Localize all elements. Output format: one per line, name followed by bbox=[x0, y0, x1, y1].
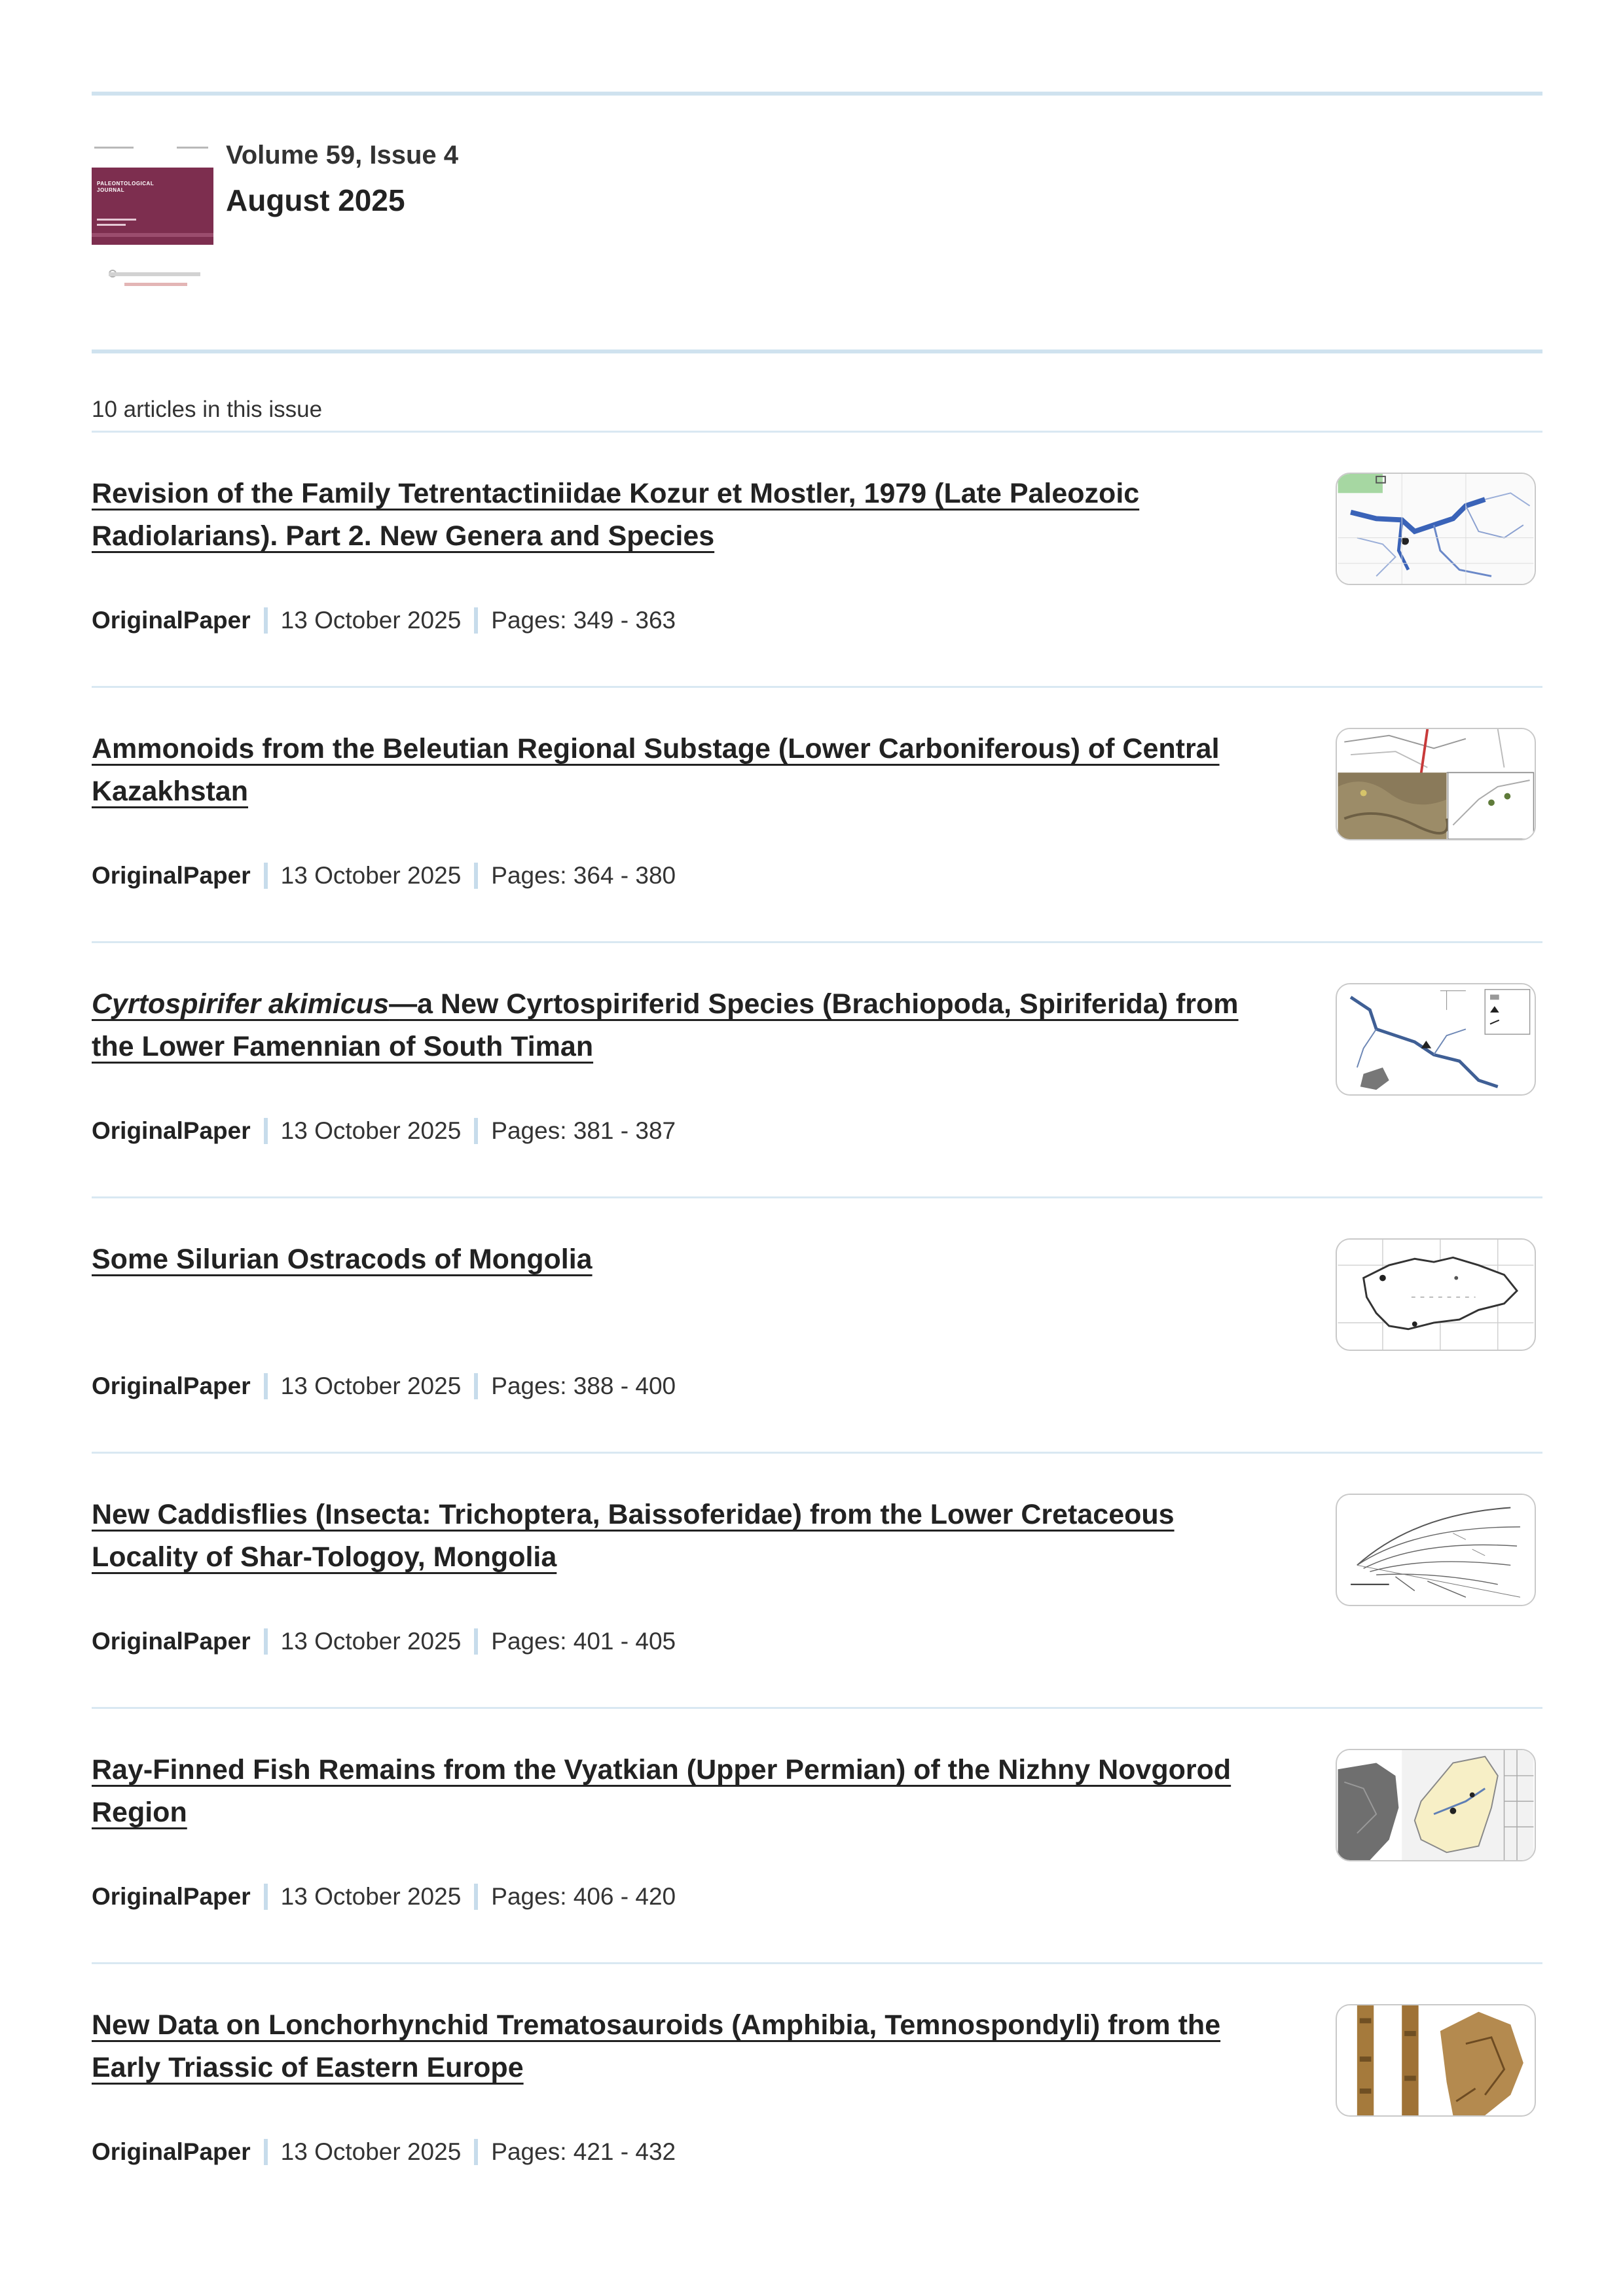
issue-date: August 2025 bbox=[226, 183, 405, 217]
article-date: 13 October 2025 bbox=[280, 1117, 462, 1144]
article-date: 13 October 2025 bbox=[280, 1628, 462, 1655]
article-date: 13 October 2025 bbox=[280, 1372, 462, 1399]
article-divider bbox=[92, 1196, 1542, 1198]
article-item bbox=[92, 473, 1542, 729]
locality-map-thumbnail[interactable] bbox=[1336, 983, 1536, 1096]
article-type: OriginalPaper bbox=[92, 1117, 251, 1144]
article-meta bbox=[92, 1623, 676, 1660]
article-title-link[interactable]: New Data on Lonchorhynchid Trematosauroids (Amphibia, Temnospondyli) from the Early Triassic of Eastern Europe bbox=[92, 2009, 1221, 2083]
article-item bbox=[92, 2004, 1542, 2261]
meta-divider bbox=[264, 1628, 268, 1655]
article-pages: Pages: 421 - 432 bbox=[491, 2138, 676, 2165]
article-pages: Pages: 349 - 363 bbox=[491, 607, 676, 634]
article-title-link[interactable]: Revision of the Family Tetrentactiniidae Kozur et Mostler, 1979 (Late Paleozoic Radiolarians). Part 2. New Genera and Species bbox=[92, 478, 1140, 552]
cover-journal-name-line2: JOURNAL bbox=[97, 187, 125, 193]
region-map-thumbnail[interactable] bbox=[1336, 1749, 1536, 1861]
article-date: 13 October 2025 bbox=[280, 1883, 462, 1910]
meta-divider bbox=[474, 1373, 478, 1399]
meta-divider bbox=[474, 863, 478, 889]
article-title-link[interactable]: Ray-Finned Fish Remains from the Vyatkian (Upper Permian) of the Nizhny Novgorod Region bbox=[92, 1754, 1231, 1828]
article-item bbox=[92, 1238, 1542, 1495]
article-pages: Pages: 388 - 400 bbox=[491, 1372, 676, 1399]
meta-divider bbox=[474, 607, 478, 634]
meta-divider bbox=[474, 2139, 478, 2165]
meta-divider bbox=[264, 863, 268, 889]
article-meta bbox=[92, 1113, 676, 1149]
article-count: 10 articles in this issue bbox=[92, 397, 323, 422]
article-date: 13 October 2025 bbox=[280, 862, 462, 889]
volume-issue-label: Volume 59, Issue 4 bbox=[226, 141, 458, 170]
meta-divider bbox=[474, 1884, 478, 1910]
mongolia-map-thumbnail[interactable] bbox=[1336, 1238, 1536, 1351]
article-meta bbox=[92, 1878, 676, 1915]
article-date: 13 October 2025 bbox=[280, 607, 462, 634]
wing-venation-thumbnail[interactable] bbox=[1336, 1494, 1536, 1606]
article-type: OriginalPaper bbox=[92, 1883, 251, 1910]
journal-cover-image[interactable] bbox=[92, 143, 213, 300]
article-divider bbox=[92, 1452, 1542, 1454]
article-divider bbox=[92, 686, 1542, 688]
article-item bbox=[92, 728, 1542, 984]
article-item bbox=[92, 1494, 1542, 1750]
article-meta bbox=[92, 1368, 676, 1405]
article-item bbox=[92, 983, 1542, 1240]
article-type: OriginalPaper bbox=[92, 862, 251, 889]
list-top-rule bbox=[92, 431, 1542, 433]
article-date: 13 October 2025 bbox=[280, 2138, 462, 2165]
issue-header bbox=[92, 137, 1542, 301]
article-title-link[interactable]: New Caddisflies (Insecta: Trichoptera, Baissoferidae) from the Lower Cretaceous Locality of Shar-Tologoy, Mongolia bbox=[92, 1499, 1175, 1573]
article-pages: Pages: 364 - 380 bbox=[491, 862, 676, 889]
header-bottom-rule bbox=[92, 350, 1542, 353]
article-pages: Pages: 401 - 405 bbox=[491, 1628, 676, 1655]
article-title-link[interactable]: Cyrtospirifer akimicus—a New Cyrtospiriferid Species (Brachiopoda, Spiriferida) from the Lower Famennian of South Timan bbox=[92, 988, 1239, 1062]
satellite-map-thumbnail[interactable] bbox=[1336, 728, 1536, 840]
article-title-link[interactable]: Some Silurian Ostracods of Mongolia bbox=[92, 1244, 593, 1275]
article-title-italic: Cyrtospirifer akimicus bbox=[92, 988, 390, 1020]
river-map-thumbnail[interactable] bbox=[1336, 473, 1536, 585]
meta-divider bbox=[264, 1884, 268, 1910]
meta-divider bbox=[264, 1118, 268, 1144]
article-divider bbox=[92, 1707, 1542, 1709]
article-type: OriginalPaper bbox=[92, 2138, 251, 2165]
meta-divider bbox=[264, 2139, 268, 2165]
meta-divider bbox=[264, 607, 268, 634]
article-meta bbox=[92, 2134, 676, 2170]
article-type: OriginalPaper bbox=[92, 607, 251, 634]
header-top-rule bbox=[92, 92, 1542, 96]
article-pages: Pages: 406 - 420 bbox=[491, 1883, 676, 1910]
article-divider bbox=[92, 941, 1542, 943]
meta-divider bbox=[264, 1373, 268, 1399]
article-type: OriginalPaper bbox=[92, 1372, 251, 1399]
article-meta bbox=[92, 602, 676, 639]
article-meta bbox=[92, 857, 676, 894]
article-pages: Pages: 381 - 387 bbox=[491, 1117, 676, 1144]
fossil-bones-thumbnail[interactable] bbox=[1336, 2004, 1536, 2117]
article-title-link[interactable]: Ammonoids from the Beleutian Regional Substage (Lower Carboniferous) of Central Kazakhstan bbox=[92, 733, 1220, 807]
meta-divider bbox=[474, 1118, 478, 1144]
meta-divider bbox=[474, 1628, 478, 1655]
cover-journal-name-line1: PALEONTOLOGICAL bbox=[97, 181, 155, 187]
article-item bbox=[92, 1749, 1542, 2005]
article-type: OriginalPaper bbox=[92, 1628, 251, 1655]
article-divider bbox=[92, 1962, 1542, 1964]
